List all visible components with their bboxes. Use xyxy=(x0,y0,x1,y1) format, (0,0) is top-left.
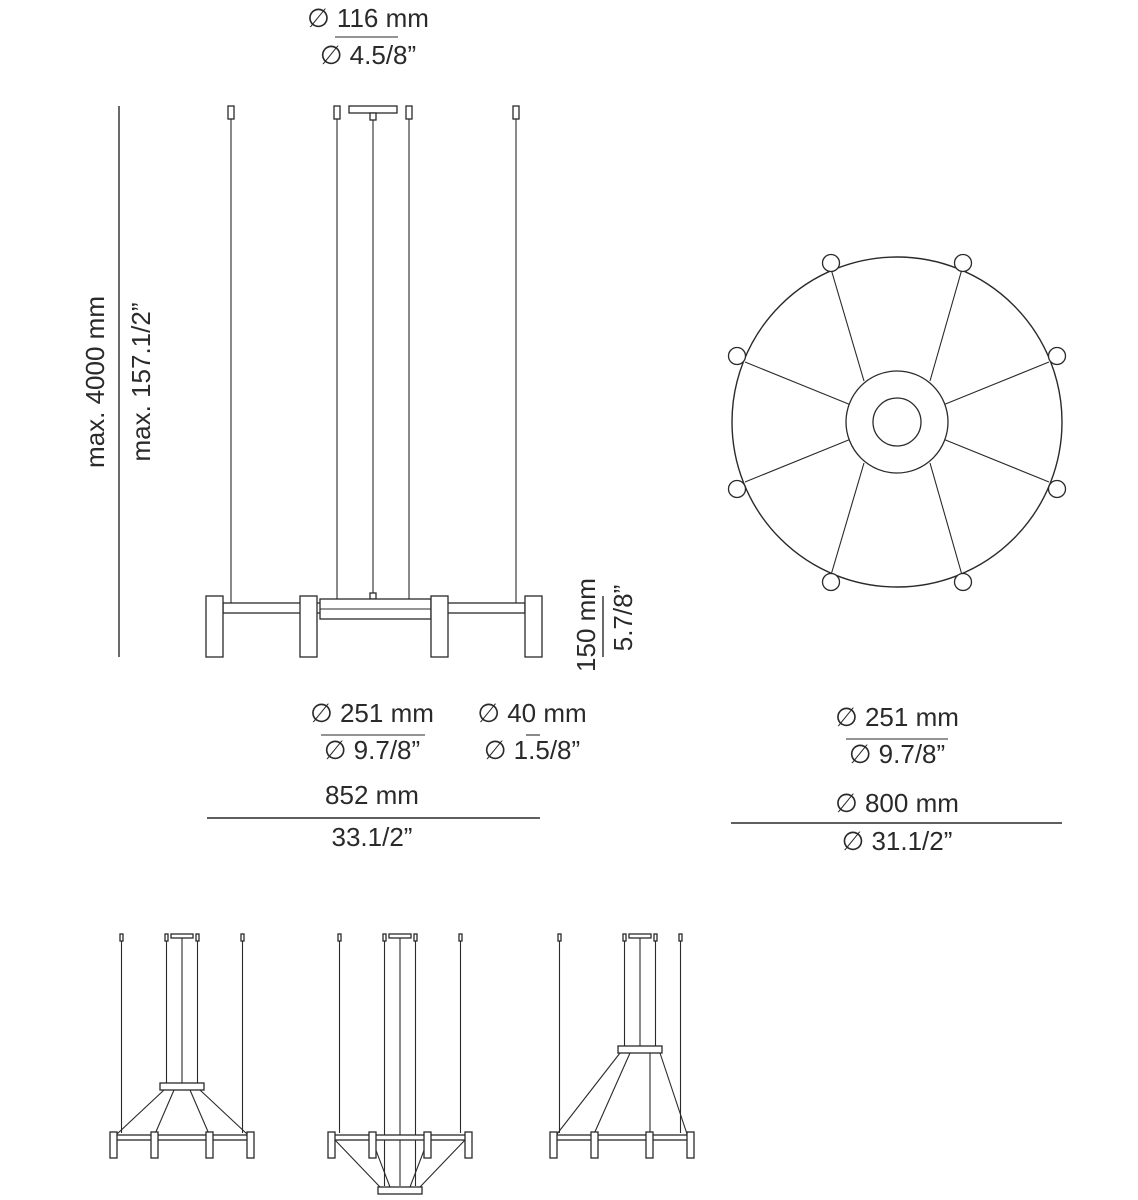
lamp-shade xyxy=(328,1132,335,1158)
top-canopy xyxy=(873,398,921,446)
cable-clamp xyxy=(120,934,123,941)
canopy xyxy=(629,934,651,938)
body-height-in: 5.7/8” xyxy=(608,584,638,652)
cable-clamp xyxy=(623,934,626,941)
lamp-shade xyxy=(300,596,317,657)
cable-clamp xyxy=(513,106,519,119)
canopy xyxy=(349,106,397,113)
cable-clamp xyxy=(558,934,561,941)
lamp-shade xyxy=(431,596,448,657)
lamp-shade xyxy=(369,1132,376,1158)
spoke xyxy=(745,439,851,482)
total-width-mm: 852 mm xyxy=(325,780,419,810)
hub-connector xyxy=(370,593,376,599)
shade-diameter-in: ∅ 1.5/8” xyxy=(483,735,581,765)
cable-clamp xyxy=(228,106,234,119)
cable-clamp xyxy=(679,934,682,941)
cable-clamp xyxy=(334,106,340,119)
shade-diameter-mm: ∅ 40 mm xyxy=(477,698,587,728)
lamp-head xyxy=(823,574,840,591)
lamp-shade xyxy=(550,1132,557,1158)
ring-diameter-in: ∅ 31.1/2” xyxy=(841,826,953,856)
arm xyxy=(155,1090,174,1134)
spoke xyxy=(930,463,962,575)
central-hub xyxy=(160,1083,204,1090)
arm xyxy=(594,1053,630,1134)
lamp-shade xyxy=(206,596,223,657)
arm xyxy=(557,1053,620,1134)
lamp-head xyxy=(955,574,972,591)
hub-diameter-in: ∅ 9.7/8” xyxy=(323,735,421,765)
arm xyxy=(190,1090,209,1134)
hub-diameter-mm: ∅ 251 mm xyxy=(310,698,434,728)
arm xyxy=(660,1053,687,1134)
lamp-head xyxy=(729,481,746,498)
arm-bar xyxy=(113,1135,251,1140)
canopy-diameter-in: ∅ 4.5/8” xyxy=(319,40,417,70)
ring-diameter-mm: ∅ 800 mm xyxy=(835,788,959,818)
arm xyxy=(117,1090,164,1134)
lamp-head xyxy=(1049,348,1066,365)
lamp-shade xyxy=(687,1132,694,1158)
variant-configuration-2 xyxy=(328,934,472,1194)
lamp-head xyxy=(1049,481,1066,498)
lamp-shade xyxy=(525,596,542,657)
cable-clamp xyxy=(406,106,412,119)
spoke xyxy=(930,269,962,381)
arm xyxy=(200,1090,247,1134)
lamp-shade xyxy=(151,1132,158,1158)
central-hub xyxy=(618,1046,662,1053)
front-elevation xyxy=(206,106,542,657)
central-hub xyxy=(378,1187,422,1194)
canopy xyxy=(389,934,411,938)
canopy xyxy=(171,934,193,938)
lamp-shade xyxy=(247,1132,254,1158)
variant-configuration-3 xyxy=(550,934,694,1158)
top-hub-diameter-in: ∅ 9.7/8” xyxy=(848,739,946,769)
lamp-shade xyxy=(110,1132,117,1158)
spoke xyxy=(943,362,1049,405)
lamp-shade xyxy=(591,1132,598,1158)
top-view xyxy=(729,255,1066,591)
canopy-stem xyxy=(370,113,376,120)
spoke xyxy=(745,362,851,405)
cable-clamp xyxy=(459,934,462,941)
total-width-in: 33.1/2” xyxy=(331,822,413,852)
max-height-mm: max. 4000 mm xyxy=(80,296,110,468)
lamp-head xyxy=(823,255,840,272)
cable-clamp xyxy=(196,934,199,941)
spoke xyxy=(831,269,864,381)
max-height-in: max. 157.1/2” xyxy=(126,302,156,462)
spoke xyxy=(943,439,1049,482)
canopy-diameter-mm: ∅ 116 mm xyxy=(307,3,429,33)
lamp-shade xyxy=(465,1132,472,1158)
lamp-head xyxy=(955,255,972,272)
cable-clamp xyxy=(165,934,168,941)
lamp-shade xyxy=(424,1132,431,1158)
cable-clamp xyxy=(654,934,657,941)
arm-bar xyxy=(553,1135,691,1140)
lamp-shade xyxy=(206,1132,213,1158)
body-height-mm: 150 mm xyxy=(571,578,601,672)
cable-clamp xyxy=(241,934,244,941)
variant-configuration-1 xyxy=(110,934,254,1158)
spoke xyxy=(831,463,864,575)
lamp-head xyxy=(729,348,746,365)
cable-clamp xyxy=(414,934,417,941)
cable-clamp xyxy=(338,934,341,941)
lamp-shade xyxy=(646,1132,653,1158)
top-hub-diameter-mm: ∅ 251 mm xyxy=(835,702,959,732)
cable-clamp xyxy=(383,934,386,941)
arm-bar xyxy=(331,1135,469,1140)
